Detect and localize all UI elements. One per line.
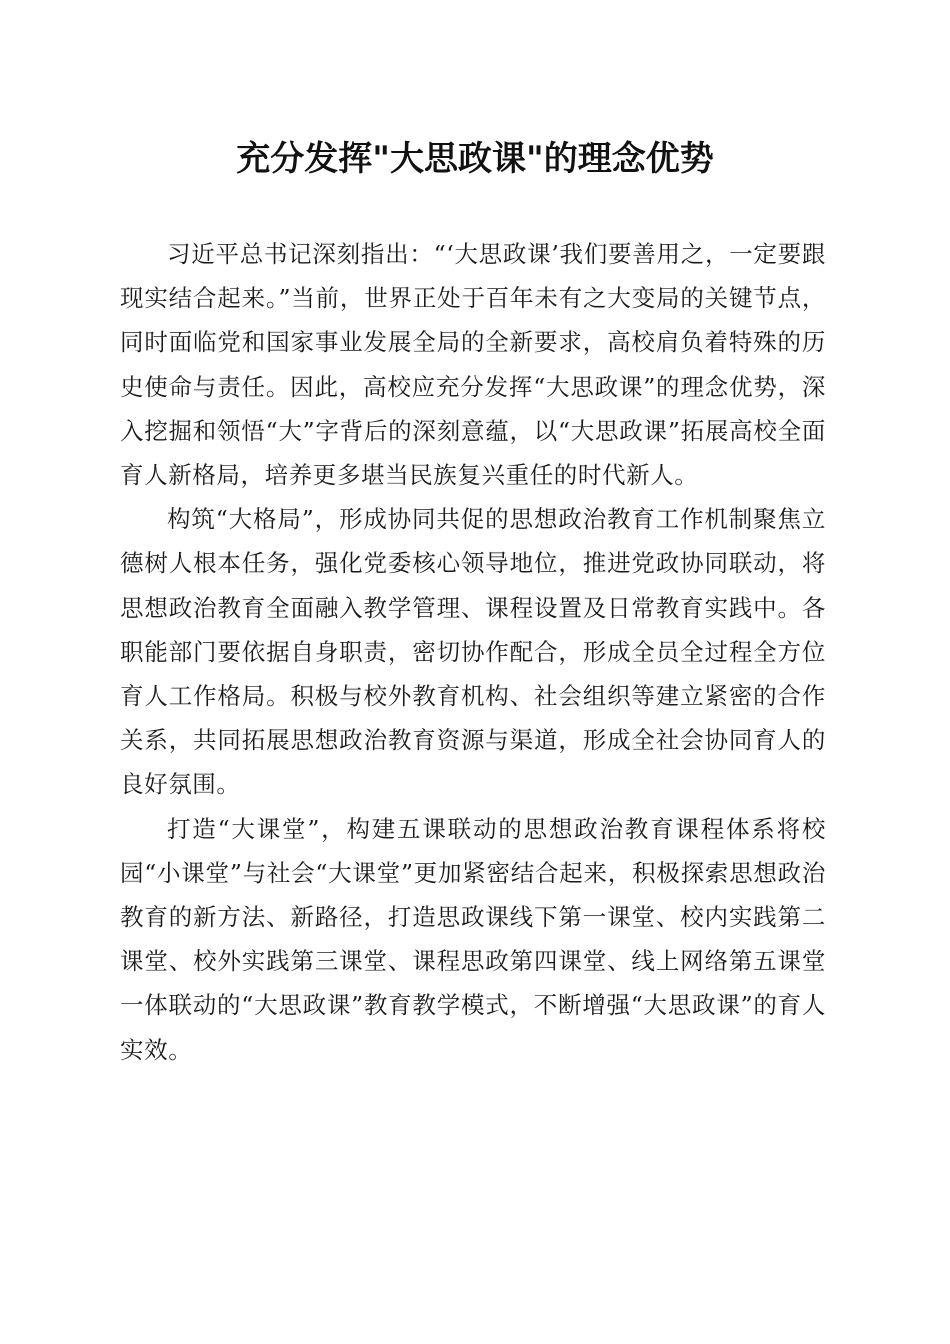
paragraph-big-pattern: 构筑“大格局”，形成协同共促的思想政治教育工作机制聚焦立德树人根本任务，强化党委核心领导地位，推进党政协同联动，将思想政治教育全面融入教学管理、课程设置及日常教育实践中。各职能部门要依据自身职责，密切协作配合，形成全员全过程全方位育人工作格局。积极与校外教育机构、社会组织等建立紧密的合作关系，共同拓展思想政治教育资源与渠道，形成全社会协同育人的良好氛围。 xyxy=(120,505,826,799)
document-body xyxy=(120,232,826,1072)
document-title: 充分发挥"大思政课"的理念优势 xyxy=(236,139,714,179)
paragraph-intro: 习近平总书记深刻指出：“‘大思政课’我们要善用之，一定要跟现实结合起来。”当前，世界正处于百年未有之大变局的关键节点，同时面临党和国家事业发展全局的全新要求，高校肩负着特殊的历史使命与责任。因此，高校应充分发挥“大思政课”的理念优势，深入挖掘和领悟“大”字背后的深刻意蕴，以“大思政课”拓展高校全面育人新格局，培养更多堪当民族复兴重任的时代新人。 xyxy=(120,240,826,490)
paragraph-big-classroom: 打造“大课堂”，构建五课联动的思想政治教育课程体系将校园“小课堂”与社会“大课堂”更加紧密结合起来，积极探索思想政治教育的新方法、新路径，打造思政课线下第一课堂、校内实践第二课堂、校外实践第三课堂、课程思政第四课堂、线上网络第五课堂一体联动的“大思政课”教育教学模式，不断增强“大思政课”的育人实效。 xyxy=(120,814,826,1064)
